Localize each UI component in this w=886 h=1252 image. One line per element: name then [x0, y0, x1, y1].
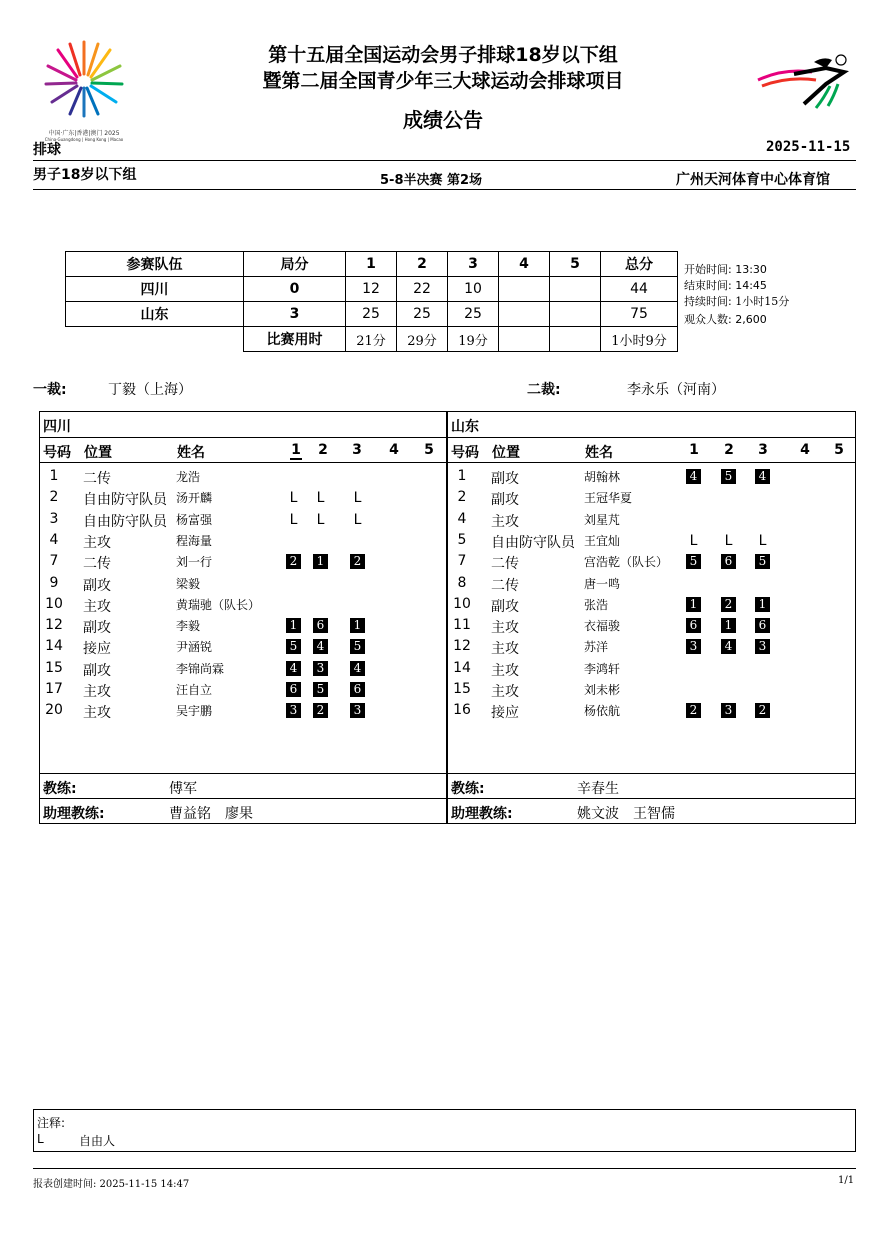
player-name: 汤开麟: [176, 491, 213, 506]
starting-position-badge: 3: [755, 639, 770, 654]
page-number: 1/1: [838, 1175, 855, 1186]
player-row: [40, 511, 446, 529]
player-name: 程海量: [176, 533, 213, 548]
team-left-name: 四川: [43, 419, 71, 435]
starting-position-badge: 4: [755, 469, 770, 484]
starting-position-badge: 6: [350, 682, 365, 697]
player-row: [448, 575, 855, 593]
player-number: 16: [453, 702, 471, 719]
player-number: 9: [49, 574, 59, 591]
first-referee: 丁毅（上海）: [108, 382, 192, 398]
notes-meaning: 自由人: [79, 1134, 116, 1148]
starting-position-badge: 4: [350, 661, 365, 676]
assistant-coach-label: 助理教练:: [451, 806, 513, 822]
coach-name: 辛春生: [577, 781, 619, 797]
player-number: 12: [453, 638, 471, 655]
player-position: 自由防守队员: [491, 534, 575, 551]
first-referee-label: 一裁:: [33, 382, 67, 398]
team2-total: 75: [601, 302, 678, 327]
player-number: 17: [45, 681, 63, 697]
player-position: 接应: [83, 641, 111, 658]
notes-label: 注释:: [37, 1116, 66, 1130]
player-name: 张浩: [584, 597, 609, 612]
player-name: 刘星芃: [584, 512, 621, 527]
assistant-coach-names: 姚文波 王智儒: [577, 806, 675, 822]
col-total-header: 总分: [601, 252, 678, 277]
player-row: [40, 553, 446, 571]
team1-set3: 10: [448, 277, 499, 302]
duration-label: 比赛用时: [244, 327, 346, 352]
player-row: [40, 468, 446, 486]
player-number: 5: [457, 531, 467, 548]
player-number: 20: [45, 702, 63, 719]
player-row: [448, 553, 855, 571]
player-position: 主攻: [83, 705, 111, 722]
player-number: 15: [453, 681, 471, 697]
player-position: 二传: [491, 577, 519, 594]
player-row: [448, 660, 855, 678]
starting-position-badge: 2: [313, 703, 328, 718]
player-row: [40, 532, 446, 550]
hdr-set4: 4: [800, 442, 810, 458]
logo-caption: 中国·广东|香港|澳门 2025: [48, 130, 120, 137]
venue-label: 广州天河体育中心体育馆: [676, 172, 830, 188]
duration-set4: [499, 327, 550, 352]
libero-mark: L: [289, 511, 298, 528]
player-name: 李鸿轩: [584, 661, 621, 676]
player-row: [448, 702, 855, 720]
starting-position-badge: 1: [286, 618, 301, 633]
player-position: 主攻: [83, 598, 111, 615]
player-number: 8: [457, 574, 467, 591]
assistant-coach-names: 曹益铭 廖果: [169, 806, 253, 822]
player-row: [448, 532, 855, 550]
player-position: 主攻: [491, 662, 519, 679]
report-title: 成绩公告: [403, 108, 483, 132]
player-name: 汪自立: [176, 683, 213, 697]
hdr-pos: 位置: [84, 445, 112, 461]
player-position: 副攻: [83, 620, 111, 637]
player-row: [448, 468, 855, 486]
coach-label: 教练:: [43, 781, 77, 797]
player-number: 3: [49, 510, 59, 527]
player-name: 宫浩乾（队长）: [584, 555, 669, 570]
col-set1-header: 1: [346, 252, 397, 277]
player-number: 7: [49, 553, 59, 570]
player-position: 二传: [491, 556, 519, 573]
event-title-line2: 暨第二届全国青少年三大球运动会排球项目: [262, 70, 624, 92]
starting-position-badge: 3: [350, 703, 365, 718]
starting-position-badge: 2: [286, 554, 301, 569]
starting-position-badge: 1: [755, 597, 770, 612]
starting-position-badge: 2: [721, 597, 736, 612]
starting-position-badge: 1: [350, 618, 365, 633]
player-row: [40, 575, 446, 593]
player-name: 黄瑞驰（队长）: [176, 597, 261, 612]
player-name: 李锦尚霖: [176, 661, 225, 676]
team2-name: 山东: [66, 302, 244, 327]
round-label: 5-8半决赛 第2场: [380, 173, 483, 188]
starting-position-badge: 5: [755, 554, 770, 569]
starting-position-badge: 2: [350, 554, 365, 569]
starting-position-badge: 2: [686, 703, 701, 718]
duration-row: [66, 327, 678, 352]
player-name: 杨依航: [584, 704, 621, 719]
player-name: 衣福骏: [584, 619, 621, 634]
player-number: 11: [453, 617, 471, 634]
hdr-no: 号码: [451, 445, 479, 461]
second-referee-label: 二裁:: [527, 382, 561, 398]
starting-position-badge: 1: [686, 597, 701, 612]
duration-set2: 29分: [397, 327, 448, 352]
starting-position-badge: 6: [755, 618, 770, 633]
starting-position-badge: 5: [313, 682, 328, 697]
player-position: 主攻: [83, 684, 111, 700]
player-name: 李毅: [176, 619, 201, 634]
coach-name: 傅军: [169, 781, 197, 797]
player-row: [448, 511, 855, 529]
player-position: 主攻: [491, 513, 519, 530]
team1-set1: 12: [346, 277, 397, 302]
player-row: [448, 681, 855, 699]
starting-position-badge: 6: [286, 682, 301, 697]
notes-box: [33, 1109, 856, 1152]
player-name: 王宜灿: [584, 533, 621, 548]
player-number: 15: [45, 659, 63, 676]
score-header-row: [66, 252, 678, 277]
hdr-set3: 3: [758, 442, 768, 458]
player-position: 副攻: [491, 471, 519, 487]
starting-position-badge: 3: [286, 703, 301, 718]
player-position: 接应: [491, 705, 519, 722]
volleyball-pictogram-icon: [754, 54, 854, 112]
duration-set1: 21分: [346, 327, 397, 352]
starting-position-badge: 5: [286, 639, 301, 654]
player-position: 副攻: [491, 598, 519, 615]
coach-label: 教练:: [451, 781, 485, 797]
starting-position-badge: 5: [721, 469, 736, 484]
match-date: 2025-11-15: [766, 139, 851, 155]
player-name: 唐一鸣: [584, 576, 621, 591]
starting-position-badge: 4: [721, 639, 736, 654]
col-sets-header: 局分: [244, 252, 346, 277]
hdr-set5: 5: [834, 442, 844, 458]
starting-position-badge: 3: [686, 639, 701, 654]
assistant-coach-label: 助理教练:: [43, 806, 105, 822]
player-position: 副攻: [83, 577, 111, 594]
player-name: 刘一行: [176, 555, 213, 570]
team1-set4: [499, 277, 550, 302]
starting-position-badge: 4: [313, 639, 328, 654]
player-name: 杨富强: [176, 512, 213, 527]
starting-position-badge: 4: [286, 661, 301, 676]
hdr-set1: 1: [689, 442, 699, 458]
col-set3-header: 3: [448, 252, 499, 277]
libero-mark: L: [758, 532, 767, 549]
player-name: 刘未彬: [584, 683, 621, 697]
hdr-set1: 1: [291, 442, 301, 458]
col-set2-header: 2: [397, 252, 448, 277]
score-table: [65, 251, 678, 352]
duration-set3: 19分: [448, 327, 499, 352]
player-position: 二传: [83, 471, 111, 487]
libero-mark: L: [316, 490, 325, 507]
starting-position-badge: 6: [721, 554, 736, 569]
libero-mark: L: [353, 490, 362, 507]
player-row: [40, 596, 446, 614]
player-position: 自由防守队员: [83, 513, 167, 530]
starting-position-badge: 1: [313, 554, 328, 569]
hdr-no: 号码: [43, 445, 71, 461]
second-referee: 李永乐（河南）: [627, 382, 725, 398]
player-position: 自由防守队员: [83, 492, 167, 509]
player-position: 主攻: [491, 620, 519, 637]
hdr-set3: 3: [352, 442, 362, 458]
team1-set2: 22: [397, 277, 448, 302]
team2-set3: 25: [448, 302, 499, 327]
player-number: 14: [45, 638, 63, 655]
player-row: [40, 702, 446, 720]
duration-set5: [550, 327, 601, 352]
libero-mark: L: [316, 511, 325, 528]
notes-key: L: [37, 1132, 44, 1146]
starting-position-badge: 4: [686, 469, 701, 484]
team-right-name: 山东: [451, 419, 479, 435]
player-row: [448, 617, 855, 635]
player-number: 7: [457, 553, 467, 570]
team-box-right: [447, 411, 856, 824]
logo-caption-en: China·Guangdong | Hong Kong | Macao: [44, 137, 124, 142]
player-name: 吴宇鹏: [176, 704, 213, 719]
team1-total: 44: [601, 277, 678, 302]
col-set4-header: 4: [499, 252, 550, 277]
hdr-set5: 5: [424, 442, 434, 458]
player-name: 龙浩: [176, 470, 201, 484]
player-row: [448, 596, 855, 614]
player-position: 主攻: [83, 534, 111, 551]
player-number: 2: [49, 489, 59, 506]
libero-mark: L: [353, 511, 362, 528]
category-label: 男子18岁以下组: [33, 167, 137, 183]
score-row-team2: [66, 302, 678, 327]
starting-position-badge: 1: [721, 618, 736, 633]
starting-position-badge: 6: [313, 618, 328, 633]
team2-set4: [499, 302, 550, 327]
starting-position-badge: 2: [755, 703, 770, 718]
player-number: 14: [453, 659, 471, 676]
player-position: 主攻: [491, 684, 519, 700]
player-row: [40, 489, 446, 507]
sport-label: 排球: [33, 142, 61, 158]
starting-position-badge: 3: [313, 661, 328, 676]
hdr-set2: 2: [318, 442, 328, 458]
player-row: [40, 638, 446, 656]
player-row: [448, 489, 855, 507]
duration-total: 1小时9分: [601, 327, 678, 352]
team1-sets-won: 0: [244, 277, 346, 302]
player-number: 10: [453, 595, 471, 612]
team2-sets-won: 3: [244, 302, 346, 327]
player-number: 2: [457, 489, 467, 506]
end-time: 结束时间: 14:45: [684, 279, 767, 292]
libero-mark: L: [724, 532, 733, 549]
team1-name: 四川: [66, 277, 244, 302]
player-name: 尹涵锐: [176, 640, 213, 655]
hdr-set4: 4: [389, 442, 399, 458]
starting-position-badge: 6: [686, 618, 701, 633]
player-number: 1: [457, 468, 467, 484]
hdr-name: 姓名: [585, 445, 613, 461]
hdr-pos: 位置: [492, 445, 520, 461]
player-number: 4: [457, 510, 467, 527]
starting-position-badge: 5: [350, 639, 365, 654]
player-number: 4: [49, 531, 59, 548]
player-position: 主攻: [491, 641, 519, 658]
duration-time: 持续时间: 1小时15分: [684, 295, 790, 308]
team1-set5: [550, 277, 601, 302]
team2-set5: [550, 302, 601, 327]
player-name: 胡翰林: [584, 470, 621, 484]
col-team-header: 参赛队伍: [66, 252, 244, 277]
player-number: 12: [45, 617, 63, 634]
player-number: 10: [45, 595, 63, 612]
player-name: 苏洋: [584, 640, 609, 655]
hdr-name: 姓名: [177, 445, 205, 461]
player-position: 二传: [83, 556, 111, 573]
starting-position-badge: 5: [686, 554, 701, 569]
start-time: 开始时间: 13:30: [684, 263, 767, 276]
audience-count: 观众人数: 2,600: [684, 313, 767, 326]
player-position: 副攻: [491, 492, 519, 509]
player-row: [448, 638, 855, 656]
duration-spacer: [66, 327, 244, 352]
hdr-set2: 2: [724, 442, 734, 458]
player-position: 副攻: [83, 662, 111, 679]
report-created-time: 报表创建时间: 2025-11-15 14:47: [33, 1179, 190, 1190]
player-row: [40, 617, 446, 635]
libero-mark: L: [689, 532, 698, 549]
player-name: 王冠华夏: [584, 491, 633, 506]
team2-set1: 25: [346, 302, 397, 327]
starting-position-badge: 3: [721, 703, 736, 718]
event-title-line1: 第十五届全国运动会男子排球18岁以下组: [268, 44, 618, 66]
player-row: [40, 660, 446, 678]
team-box-left: [39, 411, 447, 824]
col-set5-header: 5: [550, 252, 601, 277]
player-name: 梁毅: [176, 576, 201, 591]
libero-mark: L: [289, 490, 298, 507]
player-number: 1: [49, 468, 59, 484]
player-row: [40, 681, 446, 699]
score-row-team1: [66, 277, 678, 302]
team2-set2: 25: [397, 302, 448, 327]
